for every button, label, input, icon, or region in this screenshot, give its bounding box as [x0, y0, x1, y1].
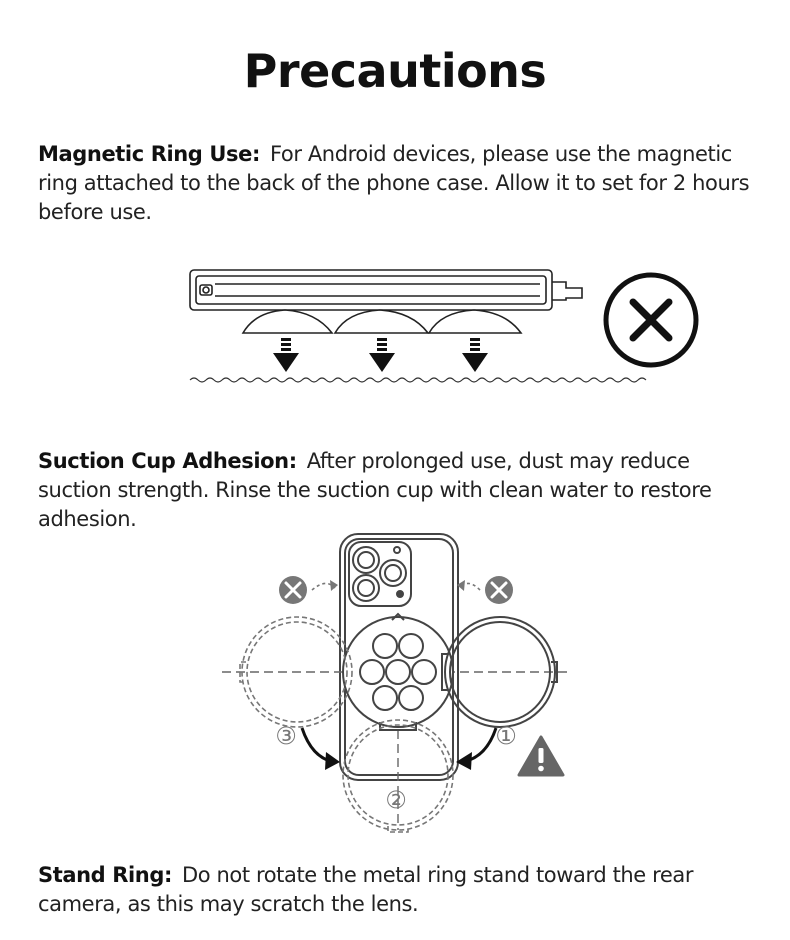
warning-triangle-icon: [519, 737, 563, 775]
step-label-1: ①: [495, 722, 517, 750]
ring-right-position: [442, 617, 557, 727]
section-text: After prolonged use, dust may reduce suction strength. Rinse the suction cup with clean water to restore adhesion.: [38, 449, 712, 531]
section-heading: Suction Cup Adhesion:: [38, 449, 297, 473]
step-label-3: ③: [275, 722, 297, 750]
down-arrow-icon: [462, 338, 488, 372]
section-heading: Stand Ring:: [38, 863, 172, 887]
section-stand-ring: [38, 861, 758, 919]
wavy-surface-line: [190, 378, 646, 382]
section-text: Do not rotate the metal ring stand toward the rear camera, as this may scratch the lens.: [38, 863, 694, 916]
prohibited-x-icon: [485, 576, 513, 604]
section-heading: Magnetic Ring Use:: [38, 142, 260, 166]
down-arrow-icon: [273, 338, 299, 372]
prohibited-x-icon: [606, 275, 696, 365]
suction-side-view-diagram: [0, 260, 790, 390]
arrow-head: [330, 580, 338, 591]
stand-ring-rotation-diagram: [0, 530, 790, 835]
section-suction-cup: [38, 447, 758, 534]
camera-module: [349, 542, 411, 606]
suction-cups: [243, 310, 521, 333]
section-magnetic-ring: [38, 140, 758, 227]
stand-ring-hub: [343, 614, 453, 730]
prohibited-x-icon: [279, 576, 307, 604]
down-arrow-icon: [369, 338, 395, 372]
section-text: For Android devices, please use the magnetic ring attached to the back of the phone case. Allow it to set for 2 hours before use.: [38, 142, 750, 224]
page-title: Precautions: [243, 44, 547, 98]
step-label-2: ②: [385, 786, 407, 814]
arrow-head: [325, 752, 340, 770]
rotate-arrow-icon: [312, 583, 480, 590]
phone-side-profile: [190, 270, 582, 310]
